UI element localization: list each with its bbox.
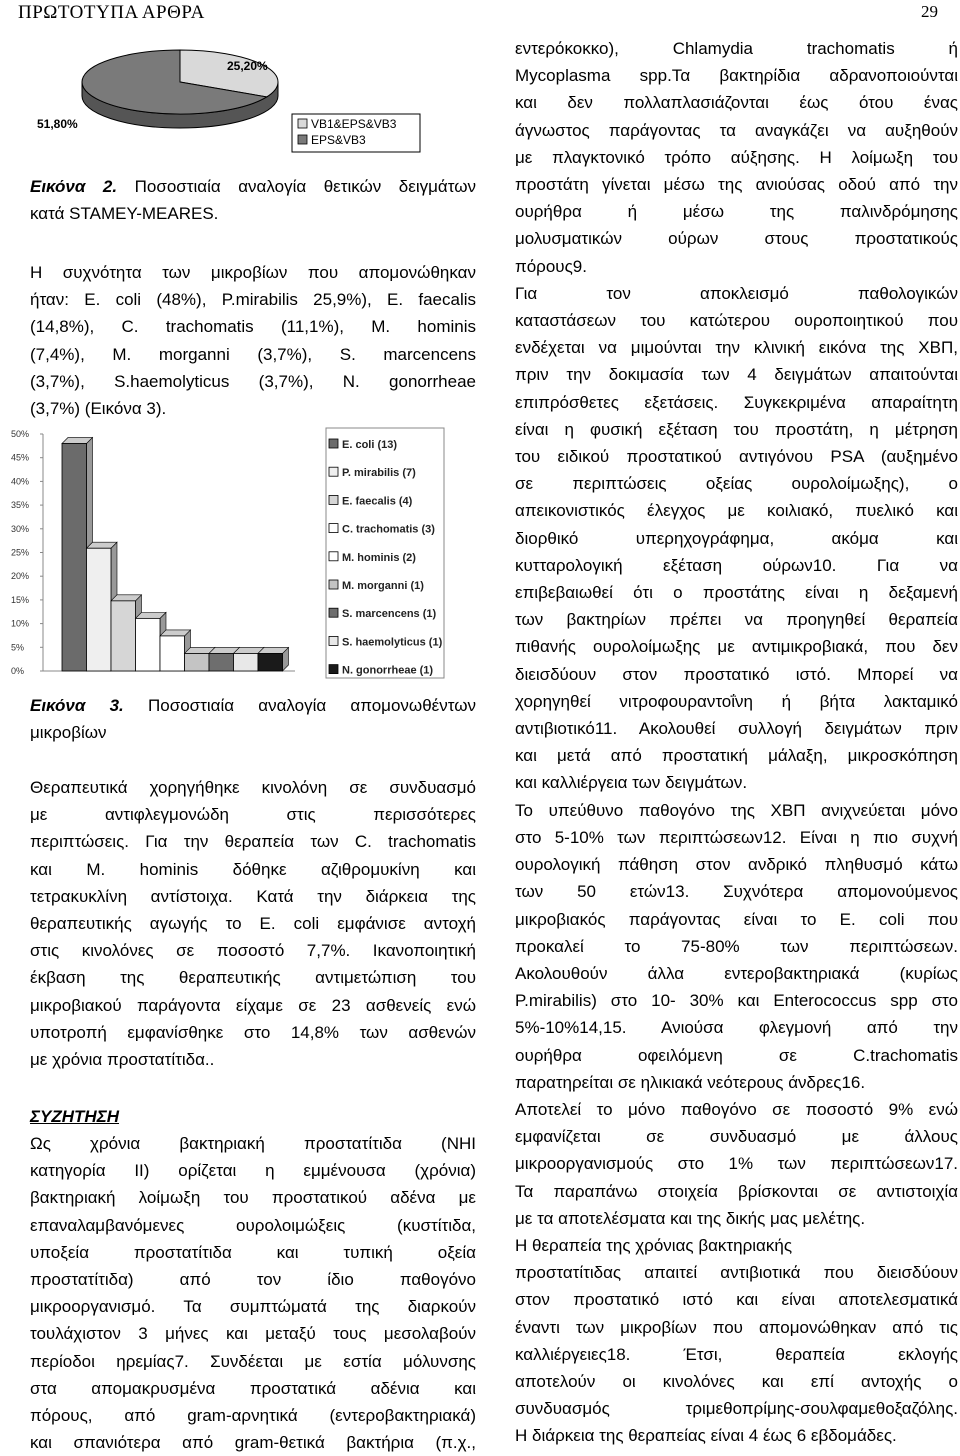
bar [87, 548, 112, 671]
figure-3-bar-chart [8, 424, 448, 682]
text-line: προκαλεί το 75-80% των περιπτώσεων. [515, 936, 958, 956]
legend-label: N. gonorrheae (1) [342, 664, 434, 677]
text-line: προστάτη γίνεται μέσω της ανιούσας οδού από την [515, 175, 958, 195]
text-line: Για τον αποκλεισμό παθολογικών [515, 283, 958, 303]
text-line: (3,7%), S.haemolyticus (3,7%), N. gonorrheae [30, 371, 476, 391]
text-line: καλλιέργειες18. Έτσι, θεραπεία εκλογής [515, 1344, 958, 1364]
text-line: παρατηρείται σε ηλικιακά νεότερους άνδρες16. [515, 1072, 866, 1092]
legend-label: EPS&VB3 [311, 133, 366, 147]
y-tick-label: 20% [11, 571, 30, 582]
bar [185, 653, 210, 671]
text-line: και μετά από προστατική μάλαξη, μικροσκόπηση [515, 746, 958, 766]
text-line: Η θεραπεία της χρόνιας βακτηριακής [515, 1235, 793, 1255]
text-line: (14,8%), C. trachomatis (11,1%), M. hominis [30, 317, 476, 337]
text-line: περιπτώσεις. Για την θεραπεία των C. trachomatis [30, 832, 476, 852]
text-line: άγνωστος παράγοντας τα αναγκάζει να αυξηθούν [515, 120, 958, 140]
text-line: επιβεβαιωθεί ότι ο προστάτης είναι η δεξαμενή [515, 583, 958, 603]
legend-swatch [329, 608, 338, 617]
text-line: Ακολουθούν άλλα εντεροβακτηριακά (κυρίως [515, 963, 958, 983]
y-tick-label: 10% [11, 618, 30, 629]
text-line: ήταν: E. coli (48%), P.mirabilis 25,9%), E. faecalis [30, 290, 476, 310]
legend-swatch [329, 467, 338, 476]
y-tick-label: 15% [11, 594, 30, 605]
results-paragraph [30, 259, 476, 422]
text-line: με τα αποτελέσματα και της δικής μας μελέτης. [515, 1208, 866, 1228]
y-tick-label: 50% [11, 429, 30, 439]
text-line: πόρους9. [515, 256, 587, 276]
text-line: 5%-10%14,15. Ανιούσα φλεγμονή από την [515, 1018, 958, 1038]
text-line: στα απομακρυσμένα προστατικά αδένια και [30, 1378, 476, 1398]
text-line: μικροβιακού παράγοντα είχαμε σε 23 ασθενείς ενώ [30, 995, 476, 1015]
y-tick-label: 5% [11, 642, 25, 653]
text-line: ουρήθρα οφειλόμενη σε C.trachomatis [515, 1045, 958, 1065]
y-tick-label: 35% [11, 500, 30, 511]
text-line: κυτταρολογική εξέταση ούρων10. Για να [515, 555, 958, 575]
discussion-paragraph [30, 1130, 476, 1456]
legend-label: M. morganni (1) [342, 580, 424, 592]
text-line: Αποτελεί το μόνο παθογόνο σε ποσοστό 9% ενώ [515, 1099, 958, 1119]
text-line: επαναλαμβανόμενες ουρολοιμώξεις (κυστίτιδα, [30, 1215, 476, 1235]
text-line: Ως χρόνια βακτηριακή προστατίτιδα (NHI [30, 1134, 476, 1153]
text-line: επιπρόσθετες εξετάσεις. Συγκεκριμένα απαραίτητη [515, 392, 958, 412]
text-line: έκβαση της θεραπευτικής αντιμετώπιση του [30, 968, 476, 988]
treatment-paragraph [30, 774, 476, 1073]
legend-swatch [329, 665, 338, 674]
text-line: συνδυασμός τριμεθοπρίμης-σουλφαμεθοξαζόλης. [515, 1399, 958, 1419]
text-line: καταστάσεων του κατώτερου ουροποιητικού που [515, 311, 958, 331]
legend-swatch [329, 524, 338, 533]
text-line: με χρόνια προστατίτιδα.. [30, 1050, 215, 1070]
legend-label: M. hominis (2) [342, 551, 416, 564]
text-line: απεικονιστικός έλεγχος με κοιλιακό, πυελικό και [515, 501, 958, 521]
figure-2-pie-chart [30, 30, 430, 160]
bar [234, 653, 259, 671]
text-line: έναντι των μικροβίων που απομονώθηκαν από τις [515, 1317, 958, 1337]
legend-label: S. haemolyticus (1) [342, 636, 443, 649]
text-line: θεραπευτικής αγωγής το E. coli εμφάνισε αντοχή [30, 914, 476, 934]
text-line: ενδέχεται να μιμούνται την κλινική εικόνα της ΧΒΠ, [515, 338, 958, 358]
legend-label: P. mirabilis (7) [342, 467, 416, 480]
text-line: προστατίτιδας απαιτεί αντιβιοτικά που διεισδύουν [515, 1263, 958, 1283]
y-tick-label: 30% [11, 523, 30, 534]
text-line: με αντιφλεγμονώδη στις περισσότερες [30, 805, 476, 825]
text-line: P.mirabilis) στο 10- 30% και Enterococcus spp στο [515, 991, 958, 1011]
text-line: και σπανιότερα από gram-θετικά βακτήρια (π.χ., [30, 1433, 476, 1453]
discussion-heading: ΣΥΖΗΤΗΣΗ [30, 1107, 120, 1126]
legend-label: C. trachomatis (3) [342, 523, 435, 536]
text-line: Mycoplasma spp.Τα βακτηρίδια αδρανοποιούνται [515, 66, 958, 86]
y-tick-label: 45% [11, 452, 30, 463]
text-line: υποτροπή εμφανίσθηκε στο 14,8% των ασθενών [30, 1022, 476, 1042]
text-line: τουλάχιστον 3 μήνες και μεταξύ τους μεσολαβούν [30, 1324, 476, 1344]
legend-swatch [298, 135, 307, 144]
text-line: μικροοργανισμούς στο 1% των περιπτώσεων17. [515, 1154, 958, 1174]
legend-label: VB1&EPS&VB3 [311, 117, 397, 131]
legend-label: E. faecalis (4) [342, 495, 413, 508]
pie-value-label: 51,80% [37, 117, 78, 131]
figure-3-caption [30, 692, 476, 746]
figure-3-caption-text: Ποσοστιαία αναλογία απομονωθέντων [123, 696, 476, 715]
bar [62, 443, 87, 671]
text-line: Θεραπευτικά χορηγήθηκε κινολόνη σε συνδυασμό [30, 778, 476, 797]
text-line: και καλλιέργεια των δειγμάτων. [515, 773, 748, 793]
y-tick-label: 40% [11, 476, 30, 487]
figure-2-caption-text: Ποσοστιαία αναλογία θετικών δειγμάτων [117, 177, 476, 196]
text-line: εμφανίζεται σε συνδυασμό με άλλους [515, 1127, 958, 1147]
text-line: προστατίτιδα) από τον ίδιο παθογόνο [30, 1270, 476, 1290]
text-line: υποξεία προστατίτιδα και τυπική οξεία [30, 1242, 476, 1262]
bar [258, 653, 283, 671]
figure-2-caption [30, 173, 476, 227]
text-line: βακτηριακή λοίμωξη του προστατικού αδένα με [30, 1188, 476, 1208]
text-line: αποτελούν οι κινολόνες και επί αντοχής ο [515, 1371, 958, 1391]
text-line: Η συχνότητα των μικροβίων που απομονώθηκαν [30, 263, 476, 282]
text-line: πόρους, από gram-αρνητικά (εντεροβακτηριακά) [30, 1406, 476, 1426]
text-line: και δεν πολλαπλασιάζονται έως ότου ένας [515, 93, 958, 113]
text-line: είναι η φυσική εξέταση του προστάτη, η μέτρηση [515, 419, 958, 439]
legend-label: S. marcencens (1) [342, 608, 437, 621]
bar [209, 653, 234, 671]
text-line: των 50 ετών13. Συχνότερα απομονούμενος [515, 882, 958, 902]
legend-swatch [329, 439, 338, 448]
text-line: ουρήθρα ή μέσω της παλινδρόμησης [515, 202, 958, 222]
text-line: αντιβιοτικό11. Ακολουθεί συλλογή δειγμάτων πριν [515, 719, 958, 739]
legend-swatch [329, 495, 338, 504]
legend-swatch [329, 636, 338, 645]
text-line: (7,4%), M. morganni (3,7%), S. marcencens [30, 344, 476, 364]
bar [160, 636, 185, 671]
page-number: 29 [921, 2, 938, 21]
text-line: εντερόκοκκο), Chlamydia trachomatis ή [515, 39, 958, 58]
text-line: Το υπεύθυνο παθογόνο της ΧΒΠ ανιχνεύεται μόνο [515, 800, 958, 820]
text-line: (3,7%) (Εικόνα 3). [30, 399, 167, 419]
bar [136, 618, 161, 671]
legend-swatch [329, 580, 338, 589]
text-line: Η διάρκεια της θεραπείας είναι 4 έως 6 εβδομάδες. [515, 1426, 897, 1446]
right-column-text [515, 35, 958, 1450]
text-line: πριν την δοκιμασία των 4 δειγμάτων απαιτούνται [515, 365, 958, 385]
figure-2-caption-text-2: κατά STAMEY-MEARES. [30, 204, 219, 224]
legend-swatch [298, 119, 307, 128]
text-line: διεισδύουν στον προστατικό ιστό. Μπορεί να [515, 664, 958, 684]
y-tick-label: 0% [11, 666, 25, 676]
text-line: κατηγορία ΙΙ) ορίζεται η εμμένουσα (χρόνια) [30, 1161, 476, 1181]
discussion-heading-box [30, 1103, 476, 1130]
text-line: περίοδοι ηρεμίας7. Συνδέεται με εστία μόλυνσης [30, 1351, 476, 1371]
text-line: διορθικό υπερηχογράφημα, ακόμα και [515, 528, 958, 548]
text-line: μικροβιακός παράγοντας είναι το E. coli που [515, 909, 958, 929]
legend-swatch [329, 552, 338, 561]
bar [111, 601, 136, 671]
text-line: σε περιπτώσεις οξείας ουρολοίμωξης), ο [515, 474, 958, 494]
text-line: χορηγηθεί νιτροφουραντοΐνη ή βήτα λακταμικό [515, 691, 958, 711]
text-line: μικροοργανισμό. Τα συμπτώματά της διαρκούν [30, 1297, 476, 1317]
figure-2-label: Εικόνα 2. [30, 177, 118, 196]
journal-section-header: ΠΡΩΤΟΤΥΠΑ ΑΡΘΡΑ [18, 2, 205, 23]
text-line: Τα παραπάνω στοιχεία βρίσκονται σε αντιστοιχία [515, 1181, 958, 1201]
text-line: στο 5-10% των περιπτώσεων12. Είναι η πιο συχνή [515, 827, 958, 847]
text-line: του ειδικού προστατικού αντιγόνου PSA (αυξημένο [515, 447, 958, 467]
text-line: με πλαγκτονικό τρόπο αύξησης. Η λοίμωξη του [515, 147, 958, 167]
text-line: πιθανής ουρολοίμωξης με αντιμικροβιακά, που δεν [515, 637, 958, 657]
text-line: τετρακυκλίνη αντίστοιχα. Κατά την διάρκεια της [30, 886, 476, 906]
text-line: ουρολογική πάθηση στον ανδρικό πληθυσμό κάτω [515, 855, 958, 875]
figure-3-caption-text-2: μικροβίων [30, 723, 107, 743]
text-line: και M. hominis δόθηκε αζιθρομυκίνη και [30, 859, 476, 879]
text-line: στον προστατικό ιστό και είναι αποτελεσματικά [515, 1290, 958, 1310]
pie-value-label: 25,20% [227, 59, 268, 73]
text-line: των βακτηρίων πρέπει να προηγηθεί θεραπεία [515, 610, 958, 630]
text-line: μολυσματικών ούρων στους προστατικούς [515, 229, 958, 249]
text-line: στις κινολόνες σε ποσοστό 7,7%. Ικανοποιητική [30, 941, 476, 961]
y-tick-label: 25% [11, 547, 30, 558]
legend-label: E. coli (13) [342, 439, 398, 451]
figure-3-label: Εικόνα 3. [30, 696, 124, 715]
